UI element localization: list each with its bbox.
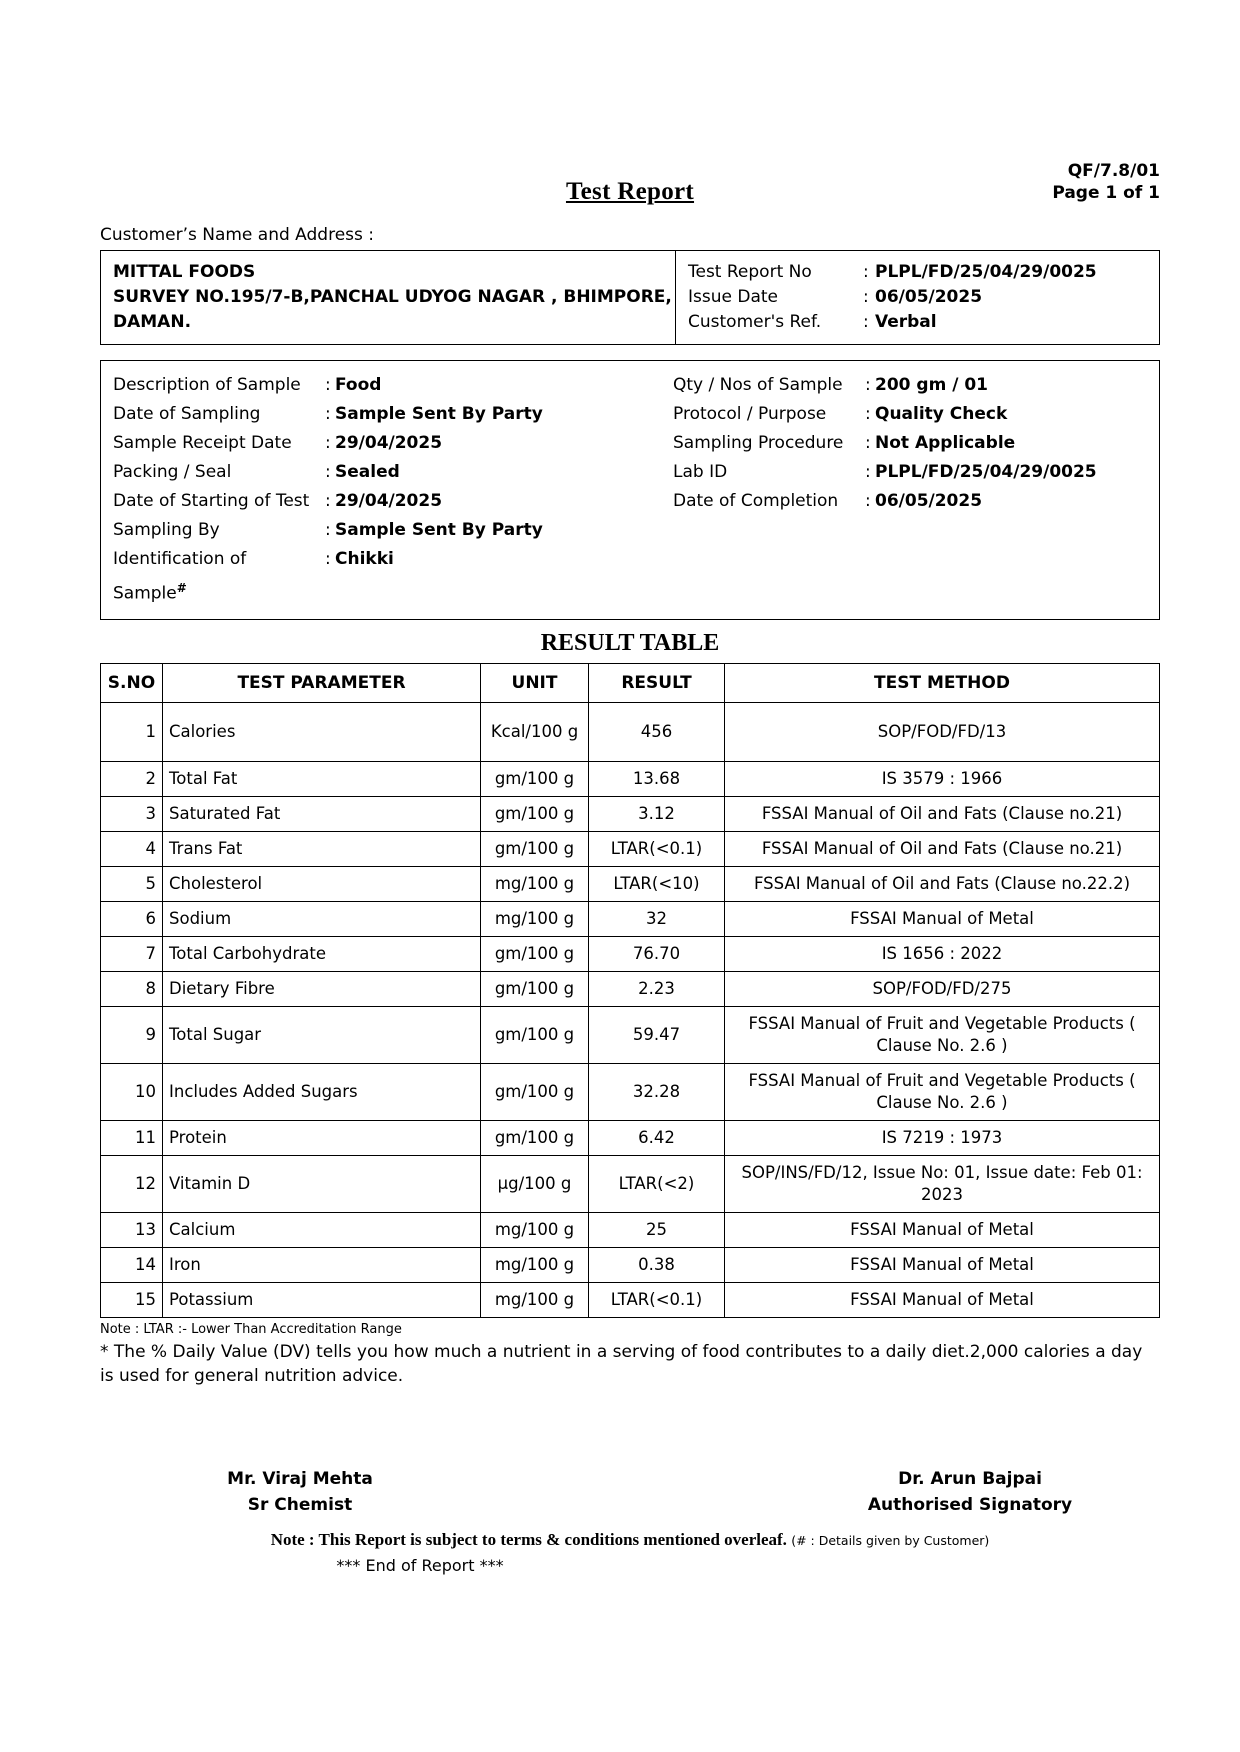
cell-method: FSSAI Manual of Oil and Fats (Clause no.21)	[725, 796, 1160, 831]
cell-parameter: Vitamin D	[163, 1155, 481, 1212]
doc-code: QF/7.8/01	[1067, 161, 1160, 181]
sample-details-left	[113, 371, 673, 609]
field-sample-receipt-date	[113, 429, 673, 458]
cell-sno: 7	[101, 936, 163, 971]
report-content	[100, 160, 1160, 1575]
field-label: Qty / Nos of Sample	[673, 375, 843, 395]
colon: :	[325, 520, 331, 540]
cell-result: 13.68	[589, 761, 725, 796]
meta-value: PLPL/FD/25/04/29/0025	[875, 262, 1097, 282]
field-label: Identification of Sample#	[113, 549, 247, 604]
cell-method: FSSAI Manual of Oil and Fats (Clause no.22.2)	[725, 866, 1160, 901]
field-qty-nos-of-sample	[673, 371, 1159, 400]
field-date-of-sampling	[113, 400, 673, 429]
cell-result: 6.42	[589, 1120, 725, 1155]
cell-unit: Kcal/100 g	[481, 702, 589, 761]
col-header-result: RESULT	[589, 663, 725, 702]
field-label: Description of Sample	[113, 375, 301, 395]
table-row	[101, 702, 1160, 761]
col-header-test-method: TEST METHOD	[725, 663, 1160, 702]
colon: :	[865, 462, 871, 482]
field-protocol-purpose	[673, 400, 1159, 429]
cell-unit: gm/100 g	[481, 1006, 589, 1063]
meta-value: Verbal	[875, 312, 937, 332]
table-row	[101, 866, 1160, 901]
meta-label: Issue Date	[688, 287, 778, 307]
meta-row-issue-date	[688, 285, 1159, 310]
colon: :	[865, 375, 871, 395]
cell-unit: mg/100 g	[481, 1282, 589, 1317]
result-table	[100, 663, 1160, 1318]
cell-unit: gm/100 g	[481, 796, 589, 831]
report-meta-block	[676, 251, 1159, 344]
colon: :	[865, 491, 871, 511]
table-header-row	[101, 663, 1160, 702]
cell-method: FSSAI Manual of Fruit and Vegetable Products ( Clause No. 2.6 )	[725, 1063, 1160, 1120]
table-row	[101, 1247, 1160, 1282]
field-label: Sampling Procedure	[673, 433, 844, 453]
signature-right	[820, 1466, 1120, 1518]
cell-method: FSSAI Manual of Metal	[725, 1247, 1160, 1282]
cell-parameter: Saturated Fat	[163, 796, 481, 831]
cell-parameter: Cholesterol	[163, 866, 481, 901]
table-row	[101, 971, 1160, 1006]
cell-parameter: Total Fat	[163, 761, 481, 796]
cell-parameter: Iron	[163, 1247, 481, 1282]
table-row	[101, 1063, 1160, 1120]
field-value: Chikki	[335, 549, 394, 569]
cell-parameter: Total Sugar	[163, 1006, 481, 1063]
cell-method: FSSAI Manual of Metal	[725, 1282, 1160, 1317]
meta-label: Customer's Ref.	[688, 312, 822, 332]
cell-sno: 6	[101, 901, 163, 936]
terms-note	[100, 1530, 1160, 1550]
signature-left-name: Mr. Viraj Mehta	[227, 1468, 373, 1489]
table-row	[101, 1120, 1160, 1155]
cell-unit: mg/100 g	[481, 1212, 589, 1247]
table-row	[101, 831, 1160, 866]
cell-unit: µg/100 g	[481, 1155, 589, 1212]
colon: :	[865, 433, 871, 453]
field-value: Not Applicable	[875, 433, 1016, 453]
table-row	[101, 1006, 1160, 1063]
field-value: 06/05/2025	[875, 491, 983, 511]
cell-sno: 1	[101, 702, 163, 761]
cell-sno: 5	[101, 866, 163, 901]
cell-result: 3.12	[589, 796, 725, 831]
cell-parameter: Total Carbohydrate	[163, 936, 481, 971]
cell-parameter: Calcium	[163, 1212, 481, 1247]
customer-box	[100, 250, 1160, 345]
table-row	[101, 1155, 1160, 1212]
cell-result: 2.23	[589, 971, 725, 1006]
field-identification-of-sample	[113, 545, 673, 609]
cell-method: SOP/FOD/FD/275	[725, 971, 1160, 1006]
cell-result: 456	[589, 702, 725, 761]
colon: :	[865, 404, 871, 424]
cell-result: LTAR(<2)	[589, 1155, 725, 1212]
cell-unit: gm/100 g	[481, 831, 589, 866]
report-header	[100, 160, 1160, 208]
colon: :	[863, 312, 869, 332]
field-value: 29/04/2025	[335, 433, 443, 453]
colon: :	[325, 462, 331, 482]
cell-method: SOP/FOD/FD/13	[725, 702, 1160, 761]
cell-sno: 4	[101, 831, 163, 866]
colon: :	[325, 433, 331, 453]
field-value: Sealed	[335, 462, 400, 482]
meta-row-customer-ref	[688, 310, 1159, 335]
field-label: Date of Sampling	[113, 404, 261, 424]
terms-note-text: Note : This Report is subject to terms & conditions mentioned overleaf.	[270, 1529, 787, 1549]
cell-sno: 13	[101, 1212, 163, 1247]
cell-sno: 10	[101, 1063, 163, 1120]
hash-note-text: (# : Details given by Customer)	[791, 1532, 990, 1548]
colon: :	[325, 549, 331, 569]
cell-method: IS 7219 : 1973	[725, 1120, 1160, 1155]
field-value: 200 gm / 01	[875, 375, 988, 395]
cell-result: 0.38	[589, 1247, 725, 1282]
customer-label: Customer’s Name and Address :	[100, 225, 375, 245]
cell-parameter: Includes Added Sugars	[163, 1063, 481, 1120]
col-header-unit: UNIT	[481, 663, 589, 702]
field-value: Quality Check	[875, 404, 1008, 424]
cell-unit: mg/100 g	[481, 1247, 589, 1282]
cell-method: IS 1656 : 2022	[725, 936, 1160, 971]
table-row	[101, 1212, 1160, 1247]
cell-method: IS 3579 : 1966	[725, 761, 1160, 796]
cell-result: 59.47	[589, 1006, 725, 1063]
cell-sno: 2	[101, 761, 163, 796]
cell-sno: 15	[101, 1282, 163, 1317]
table-row	[101, 761, 1160, 796]
customer-address-line1: SURVEY NO.195/7-B,PANCHAL UDYOG NAGAR , BHIMPORE,	[113, 287, 672, 307]
signature-left	[170, 1466, 430, 1518]
cell-unit: gm/100 g	[481, 971, 589, 1006]
field-label: Date of Starting of Test	[113, 491, 310, 511]
cell-sno: 12	[101, 1155, 163, 1212]
colon: :	[325, 375, 331, 395]
field-label: Sampling By	[113, 520, 220, 540]
cell-parameter: Calories	[163, 702, 481, 761]
cell-sno: 9	[101, 1006, 163, 1063]
field-value: Food	[335, 375, 382, 395]
page-title: Test Report	[565, 178, 695, 205]
signature-left-designation: Sr Chemist	[247, 1494, 353, 1515]
field-description-of-sample	[113, 371, 673, 400]
customer-address-block	[101, 251, 676, 344]
cell-method: SOP/INS/FD/12, Issue No: 01, Issue date: Feb 01: 2023	[725, 1155, 1160, 1212]
field-lab-id	[673, 458, 1159, 487]
cell-sno: 14	[101, 1247, 163, 1282]
cell-result: 25	[589, 1212, 725, 1247]
cell-parameter: Potassium	[163, 1282, 481, 1317]
cell-unit: mg/100 g	[481, 901, 589, 936]
field-value: 29/04/2025	[335, 491, 443, 511]
cell-result: LTAR(<0.1)	[589, 831, 725, 866]
hash-marker: #	[176, 581, 187, 595]
cell-parameter: Protein	[163, 1120, 481, 1155]
cell-result: 32	[589, 901, 725, 936]
end-of-report: *** End of Report ***	[336, 1555, 504, 1575]
customer-name: MITTAL FOODS	[113, 262, 256, 282]
sample-details-right	[673, 371, 1159, 609]
cell-method: FSSAI Manual of Fruit and Vegetable Products ( Clause No. 2.6 )	[725, 1006, 1160, 1063]
meta-label: Test Report No	[688, 262, 812, 282]
field-packing-seal	[113, 458, 673, 487]
cell-parameter: Sodium	[163, 901, 481, 936]
field-label: Protocol / Purpose	[673, 404, 827, 424]
field-label: Lab ID	[673, 462, 728, 482]
cell-unit: gm/100 g	[481, 936, 589, 971]
cell-result: 76.70	[589, 936, 725, 971]
field-value: PLPL/FD/25/04/29/0025	[875, 462, 1097, 482]
signature-right-name: Dr. Arun Bajpai	[898, 1468, 1042, 1489]
result-table-title: RESULT TABLE	[540, 629, 720, 656]
daily-value-note: * The % Daily Value (DV) tells you how much a nutrient in a serving of food contributes to a daily diet.2,000 calories a day is used for general nutrition advice.	[100, 1341, 1143, 1386]
field-value: Sample Sent By Party	[335, 520, 543, 540]
cell-method: FSSAI Manual of Metal	[725, 1212, 1160, 1247]
field-label: Packing / Seal	[113, 462, 232, 482]
colon: :	[863, 262, 869, 282]
cell-sno: 3	[101, 796, 163, 831]
cell-unit: mg/100 g	[481, 866, 589, 901]
meta-value: 06/05/2025	[875, 287, 983, 307]
cell-result: LTAR(<0.1)	[589, 1282, 725, 1317]
cell-parameter: Dietary Fibre	[163, 971, 481, 1006]
signature-area	[100, 1466, 1160, 1528]
cell-unit: gm/100 g	[481, 1063, 589, 1120]
field-date-of-completion	[673, 487, 1159, 516]
field-sampling-by	[113, 516, 673, 545]
meta-row-test-report-no	[688, 260, 1159, 285]
sample-details-box	[100, 360, 1160, 620]
cell-sno: 11	[101, 1120, 163, 1155]
field-sampling-procedure	[673, 429, 1159, 458]
page-number: Page 1 of 1	[1052, 183, 1160, 203]
field-label: Date of Completion	[673, 491, 839, 511]
cell-parameter: Trans Fat	[163, 831, 481, 866]
field-value: Sample Sent By Party	[335, 404, 543, 424]
cell-unit: gm/100 g	[481, 1120, 589, 1155]
field-date-of-starting-of-test	[113, 487, 673, 516]
ltar-note: Note : LTAR :- Lower Than Accreditation Range	[100, 1321, 402, 1337]
cell-method: FSSAI Manual of Oil and Fats (Clause no.21)	[725, 831, 1160, 866]
col-header-test-parameter: TEST PARAMETER	[163, 663, 481, 702]
table-row	[101, 1282, 1160, 1317]
cell-result: LTAR(<10)	[589, 866, 725, 901]
colon: :	[863, 287, 869, 307]
cell-result: 32.28	[589, 1063, 725, 1120]
table-row	[101, 796, 1160, 831]
table-row	[101, 901, 1160, 936]
cell-method: FSSAI Manual of Metal	[725, 901, 1160, 936]
field-label: Sample Receipt Date	[113, 433, 292, 453]
colon: :	[325, 491, 331, 511]
signature-right-designation: Authorised Signatory	[867, 1494, 1073, 1515]
cell-sno: 8	[101, 971, 163, 1006]
colon: :	[325, 404, 331, 424]
cell-unit: gm/100 g	[481, 761, 589, 796]
table-row	[101, 936, 1160, 971]
customer-address-line2: DAMAN.	[113, 312, 192, 332]
col-header-sno: S.NO	[101, 663, 163, 702]
